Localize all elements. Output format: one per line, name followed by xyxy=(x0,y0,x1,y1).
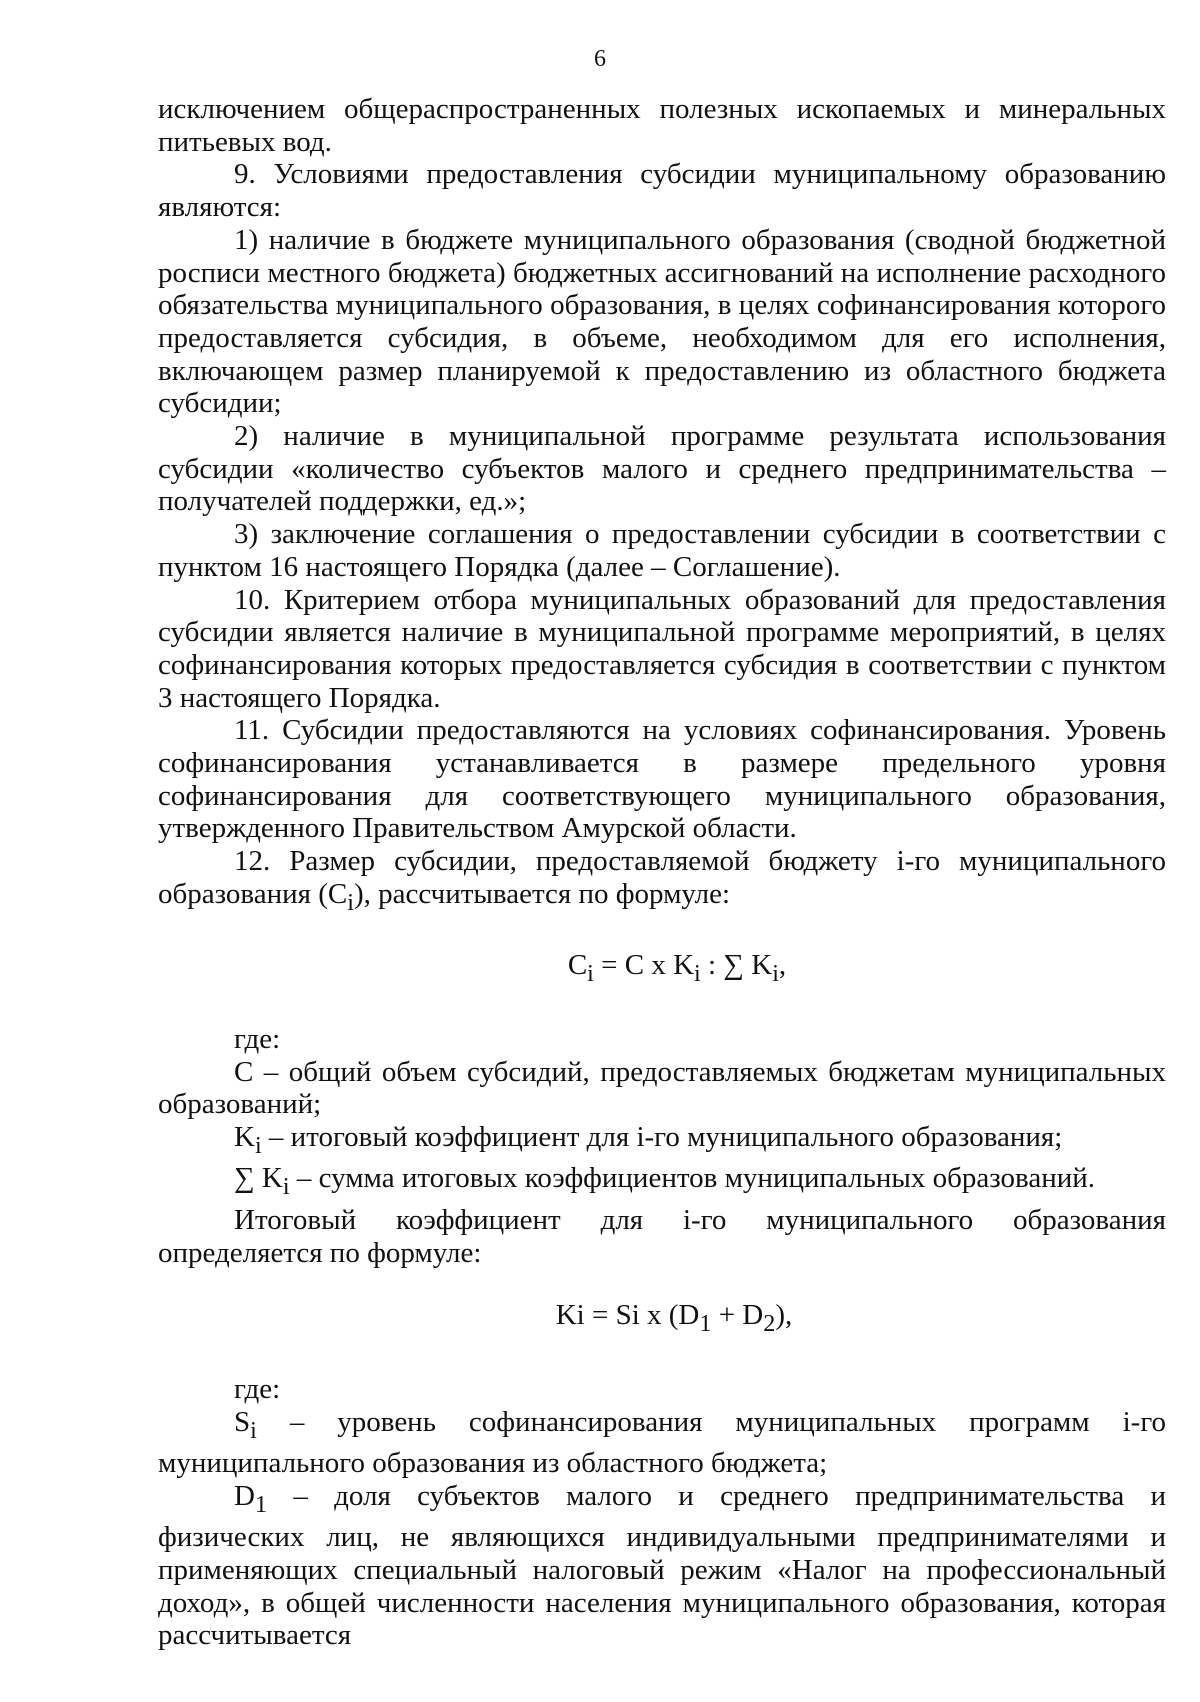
subscript: i xyxy=(347,888,354,916)
subscript: i xyxy=(587,960,594,988)
definition-term: S xyxy=(234,1405,251,1438)
sum-ki-definition xyxy=(158,1162,1166,1204)
definition-term: K xyxy=(234,1120,255,1153)
subscript: i xyxy=(282,1173,290,1201)
where-label: где: xyxy=(234,1022,281,1055)
formula-text: , xyxy=(778,949,787,982)
definition-term: ∑ K xyxy=(234,1162,283,1195)
paragraph-12 xyxy=(158,845,1166,919)
definition-term: D xyxy=(234,1479,255,1512)
subscript: 2 xyxy=(763,1310,776,1338)
formula-text: C xyxy=(567,949,588,982)
definition-text: – итоговый коэффициент для i-го муниципального образования; xyxy=(261,1120,1063,1153)
d1-definition xyxy=(158,1480,1166,1652)
subscript: 1 xyxy=(699,1310,712,1338)
subscript: i xyxy=(694,960,701,988)
c-definition: C – общий объем субсидий, предоставляемых бюджетам муниципальных образований; xyxy=(158,1055,1166,1121)
subscript: 1 xyxy=(254,1490,268,1518)
paragraph-12-text-end: ), рассчитывается по формуле: xyxy=(353,877,731,910)
page-number: 6 xyxy=(594,46,606,72)
formula-text: + D xyxy=(711,1299,764,1332)
paragraph-9-1: 1) наличие в бюджете муниципального образования (сводной бюджетной росписи местного бюджета) бюджетных ассигнований на исполнение расходного обязательства муниципального образования, в целях софинансирования которого предоставляется субсидия, в объеме, необходимом для его исполнения, включающем размер планируемой к предоставлению из областного бюджета субсидии; xyxy=(158,223,1166,420)
paragraph-9: 9. Условиями предоставления субсидии муниципальному образованию являются: xyxy=(158,158,1166,224)
subscript: i xyxy=(250,1416,257,1444)
formula-text: = C x K xyxy=(593,949,695,982)
subscript: i xyxy=(772,960,779,988)
definition-text: – уровень софинансирования муниципальных программ i-го муниципального образования из областного бюджета; xyxy=(158,1405,1166,1480)
ki-definition xyxy=(158,1121,1166,1163)
definition-text: – сумма итоговых коэффициентов муниципальных образований. xyxy=(289,1162,1096,1195)
formula-text: ), xyxy=(775,1299,793,1332)
coefficient-formula xyxy=(158,1299,1166,1341)
formula-text: : ∑ K xyxy=(700,949,773,982)
paragraph-9-3: 3) заключение соглашения о предоставлении субсидии в соответствии с пунктом 16 настоящего Порядка (далее – Соглашение). xyxy=(158,518,1166,583)
paragraph-continuation: исключением общераспространенных полезных ископаемых и минеральных питьевых вод. xyxy=(158,93,1166,158)
definition-text: – доля субъектов малого и среднего предпринимательства и физических лиц, не являющихся индивидуальными предпринимателями и применяющих специальный налоговый режим «Налог на профессиональный доход», в общей численности населения муниципального образования, которая рассчитывается xyxy=(158,1479,1166,1652)
paragraph-11: 11. Субсидии предоставляются на условиях софинансирования. Уровень софинансирования устанавливается в размере предельного уровня софинансирования для соответствующего муниципального образования, утвержденного Правительством Амурской области. xyxy=(158,714,1166,845)
paragraph-10: 10. Критерием отбора муниципальных образований для предоставления субсидии является наличие в муниципальной программе мероприятий, в целях софинансирования которых предоставляется субсидия в соответствии с пунктом 3 настоящего Порядка. xyxy=(158,583,1166,714)
paragraph-9-2: 2) наличие в муниципальной программе результата использования субсидии «количество субъектов малого и среднего предпринимательства – получателей поддержки, ед.»; xyxy=(158,420,1166,518)
where-label: где: xyxy=(234,1372,281,1405)
formula-text: Ki = Si x (D xyxy=(555,1299,700,1332)
subscript: i xyxy=(254,1131,262,1159)
subsidy-formula xyxy=(158,949,1166,991)
document-body xyxy=(158,93,1166,1652)
paragraph-12-text: 12. Размер субсидии, предоставляемой бюджету i-го муниципального образования (C xyxy=(158,845,1166,910)
final-coefficient-paragraph: Итоговый коэффициент для i-го муниципального образования определяется по формуле: xyxy=(158,1203,1166,1269)
si-definition xyxy=(158,1406,1166,1480)
